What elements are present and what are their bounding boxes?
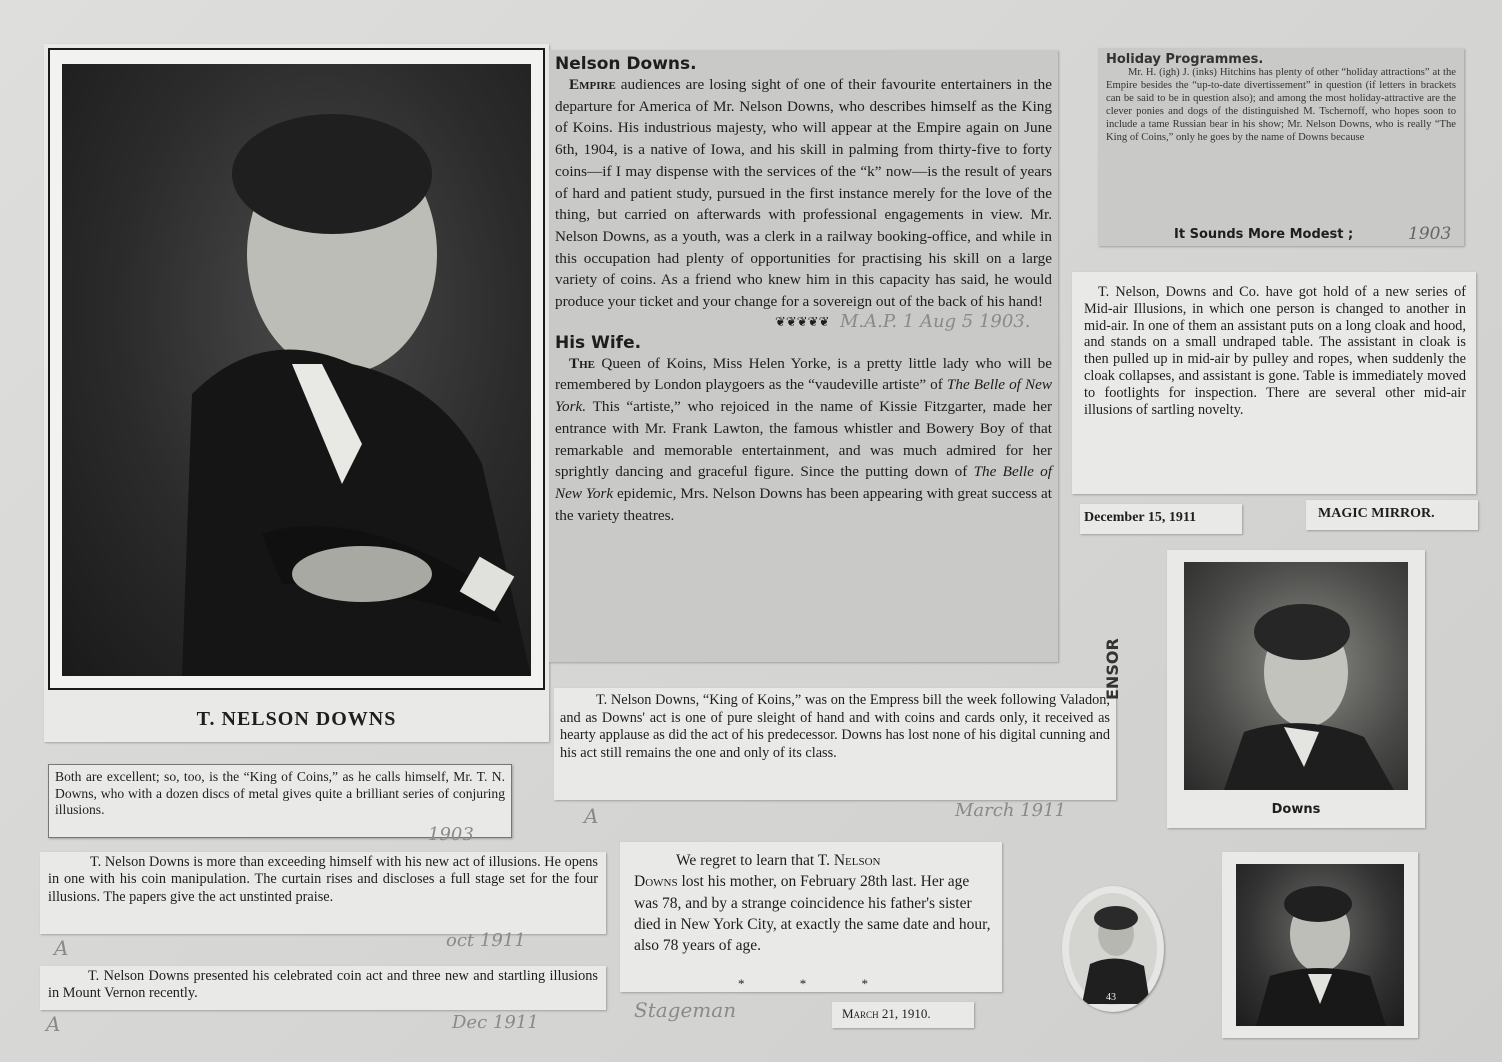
empress-clipping — [554, 688, 1116, 800]
empress-handnote: March 1911 — [955, 800, 1066, 821]
article-text-2a: Queen of Koins, Miss Helen Yorke, is a pretty little lady who will be remembered by London playgoers as the “vaudeville artiste” of — [555, 354, 1052, 394]
downs-photo-clipping — [1167, 550, 1425, 828]
date-1911: December 15, 1911 — [1084, 510, 1197, 525]
article-text-2b: This “artiste,” who rejoiced in the name of Kissie Fitzgarter, made her entrance with Mr. Frank Lawton, the famous whistler and Bowery Boy of that remarkable and memorable entertainment, and was much admired for her sprightly dancing and graceful figure. Since the putting down of — [555, 398, 1052, 481]
midair-clipping — [1072, 272, 1476, 494]
portrait-clipping — [44, 44, 549, 742]
oval-number: 43 — [1106, 992, 1116, 1003]
mother-name-2: Downs — [634, 873, 678, 891]
mother-name-1: Nelson — [833, 852, 881, 869]
mother-body — [634, 850, 992, 956]
downs-figure — [1184, 562, 1408, 790]
holiday-body: Mr. H. (igh) J. (inks) Hitchins has plenty of other “holiday attractions” at the Empire besides the “up-to-date divertissement” in question (if letters in brackets can be said to be in question also); and among the most holiday-attractive are the clever ponies and dogs of the distinguished M. Tschernoff, who hopes soon to include a tame Russian bear in his show; Mr. Nelson Downs, who is really “The King of Coins,” only he goes by the name of Downs because — [1106, 67, 1456, 143]
article-italic-2: The Belle of New York — [555, 463, 1052, 502]
holiday-tagline: It Sounds More Modest ; — [1174, 227, 1354, 242]
mother-stars: * * * — [738, 976, 894, 991]
bottom-figure — [1236, 864, 1404, 1026]
downs-photo — [1184, 562, 1408, 790]
article-italic-1: The Belle of New York. — [555, 376, 1052, 416]
article-subtitle: His Wife. — [555, 332, 642, 353]
holiday-handnote: 1903 — [1408, 224, 1452, 244]
ornament: ❦❦❦❦❦ — [775, 314, 830, 330]
portrait-photo — [62, 64, 531, 676]
coins-body: Both are excellent; so, too, is the “King of Coins,” as he calls himself, Mr. T. N. Downs, who with a dozen discs of metal gives quite a brilliant series of conjuring illusions. — [55, 769, 505, 817]
article-lead: Empire — [569, 76, 616, 93]
date-clipping-1911 — [1080, 504, 1242, 534]
exceeding-body: T. Nelson Downs is more than exceeding himself with his new act of illusions. He opens in one with his coin manipulation. The curtain rises and discloses a full stage set for the four illusions. The papers give the act unstinted praise. — [48, 854, 598, 905]
empress-body: T. Nelson Downs, “King of Koins,” was on the Empress bill the week following Valadon, and as Downs' act is one of pure sleight of hand and with coins and cards only, it received as hearty applause as did the act of his predecessor. Downs has lost none of his digital cunning and his act still remains the one and only of its class. — [560, 692, 1110, 761]
article-text: audiences are losing sight of one of their favourite entertainers in the departure for America of Mr. Nelson Downs, who describes himself as the King of Koins. His industrious majesty, who will appear at the Empire again on June 6th, 1904, is a native of Iowa, and his skill in palming from thirty-five to forty coins—if I may dispense with the services of the “k” now—is the result of years of hard and patient study, pursued in the first instance merely for the love of the thing, but carried on afterwards with professional engagements in view. Mr. Nelson Downs, as a youth, was a clerk in a railway booking-office, and while in this occupation had plenty of opportunities for practising his skill on a large variety of coins. As a friend who knew him in this capacity has said, he would produce your ticket and your change for a sovereign out of the back of his hand! — [555, 76, 1052, 311]
bottom-photo-clipping — [1222, 852, 1418, 1038]
exceeding-handnote: oct 1911 — [446, 930, 526, 951]
midair-body: T. Nelson, Downs and Co. have got hold of a new series of Mid-air Illusions, in which one person is changed to another in mid-air. In one of them an assistant puts on a long cloak and hood, and stands on a small undraped table. The assistant in cloak is then pulled up in mid-air by pulley and ropes, when suddenly the cloak collapses, and assistant is gone. Table is immediately moved to footlights for inspection. There are several other mid-air illusions of sartling novelty. — [1084, 284, 1466, 418]
exceeding-clipping — [40, 852, 606, 934]
bottom-photo — [1236, 864, 1404, 1026]
ornament-row — [555, 310, 1052, 333]
mother-clipping — [620, 842, 1002, 992]
downs-caption: Downs — [1271, 802, 1321, 817]
exceeding-mark: A — [54, 936, 69, 960]
oval-photo — [1062, 886, 1164, 1012]
article-body — [555, 74, 1052, 313]
empress-mark: A — [584, 804, 599, 828]
portrait-caption: T. NELSON DOWNS — [196, 708, 397, 730]
article-text-2c: epidemic, Mrs. Nelson Downs has been appearing with great success at the variety theatres. — [555, 484, 1052, 524]
mount-vernon-body: T. Nelson Downs presented his celebrated coin act and three new and startling illusions in Mount Vernon recently. — [48, 968, 598, 1002]
article-body-2 — [555, 353, 1052, 527]
article-title: Nelson Downs. — [555, 54, 697, 74]
mount-vernon-clipping — [40, 966, 606, 1010]
ensor-stamp: ENSOR — [1103, 638, 1122, 700]
article-lead-2: The — [569, 354, 596, 372]
magic-mirror: MAGIC MIRROR. — [1318, 506, 1435, 521]
mount-vernon-handnote-2: Stageman — [634, 998, 737, 1022]
magic-mirror-clipping — [1306, 500, 1478, 530]
holiday-title: Holiday Programmes. — [1106, 52, 1264, 67]
portrait-figure — [62, 64, 531, 676]
portrait-frame — [48, 48, 545, 690]
coins-handnote: 1903 — [428, 824, 474, 845]
mount-vernon-handnote: Dec 1911 — [452, 1012, 539, 1033]
holiday-clipping — [1098, 48, 1464, 246]
article-nelson-downs — [549, 50, 1058, 662]
mother-date-clipping — [832, 1002, 974, 1028]
article-handnote: M.A.P. 1 Aug 5 1903. — [840, 310, 1031, 332]
mother-text: lost his mother, on February 28th last. Her age was 78, and by a strange coincidence his father's sister died in New York City, at exactly the same date and hour, also 78 years of age. — [634, 873, 991, 955]
mother-lead: We regret to learn that T. — [676, 852, 834, 869]
mother-date: March 21, 1910. — [842, 1006, 931, 1021]
mount-vernon-mark: A — [46, 1012, 61, 1036]
